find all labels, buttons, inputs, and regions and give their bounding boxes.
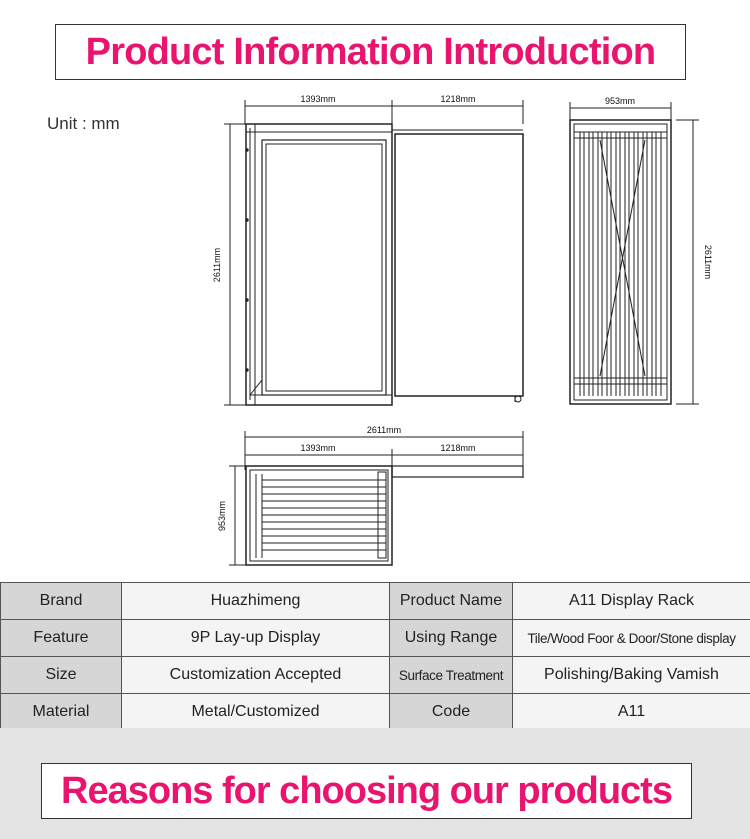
spec-label: Surface Treatment (390, 657, 513, 694)
spec-label: Using Range (390, 620, 513, 657)
dim-front-right: 1218mm (440, 94, 476, 104)
spec-value: Metal/Customized (122, 694, 390, 731)
front-view (224, 100, 523, 405)
spec-label: Brand (1, 583, 122, 620)
dim-top-left: 1393mm (300, 443, 336, 453)
spec-value: A11 (513, 694, 750, 731)
spec-value: Huazhimeng (122, 583, 390, 620)
dim-side-width: 953mm (604, 96, 636, 106)
dim-top-right: 1218mm (440, 443, 476, 453)
spec-label: Product Name (390, 583, 513, 620)
dim-top-total: 2611mm (366, 425, 402, 435)
dim-front-height: 2611mm (212, 247, 222, 283)
side-view (570, 102, 699, 404)
reasons-box (41, 763, 692, 819)
dim-top-depth: 953mm (217, 500, 227, 532)
spec-label: Code (390, 694, 513, 731)
spec-value: A11 Display Rack (513, 583, 750, 620)
table-row (1, 583, 750, 620)
spec-value: Tile/Wood Foor & Door/Stone display (513, 620, 750, 657)
table-row (1, 657, 750, 694)
spec-label: Size (1, 657, 122, 694)
page-title: Product Information Introduction (85, 30, 656, 73)
spec-label: Material (1, 694, 122, 731)
dim-front-left: 1393mm (300, 94, 336, 104)
unit-label: Unit : mm (47, 114, 120, 133)
section-title: Reasons for choosing our products (61, 769, 672, 812)
table-row (1, 694, 750, 731)
spec-value: 9P Lay-up Display (122, 620, 390, 657)
spec-value: Polishing/Baking Vamish (513, 657, 750, 694)
side-slats (580, 132, 661, 396)
dim-side-height: 2611mm (703, 244, 713, 280)
spec-value: Customization Accepted (122, 657, 390, 694)
spec-label: Feature (1, 620, 122, 657)
top-view (229, 431, 523, 565)
table-row (1, 620, 750, 657)
spec-table (0, 582, 750, 731)
